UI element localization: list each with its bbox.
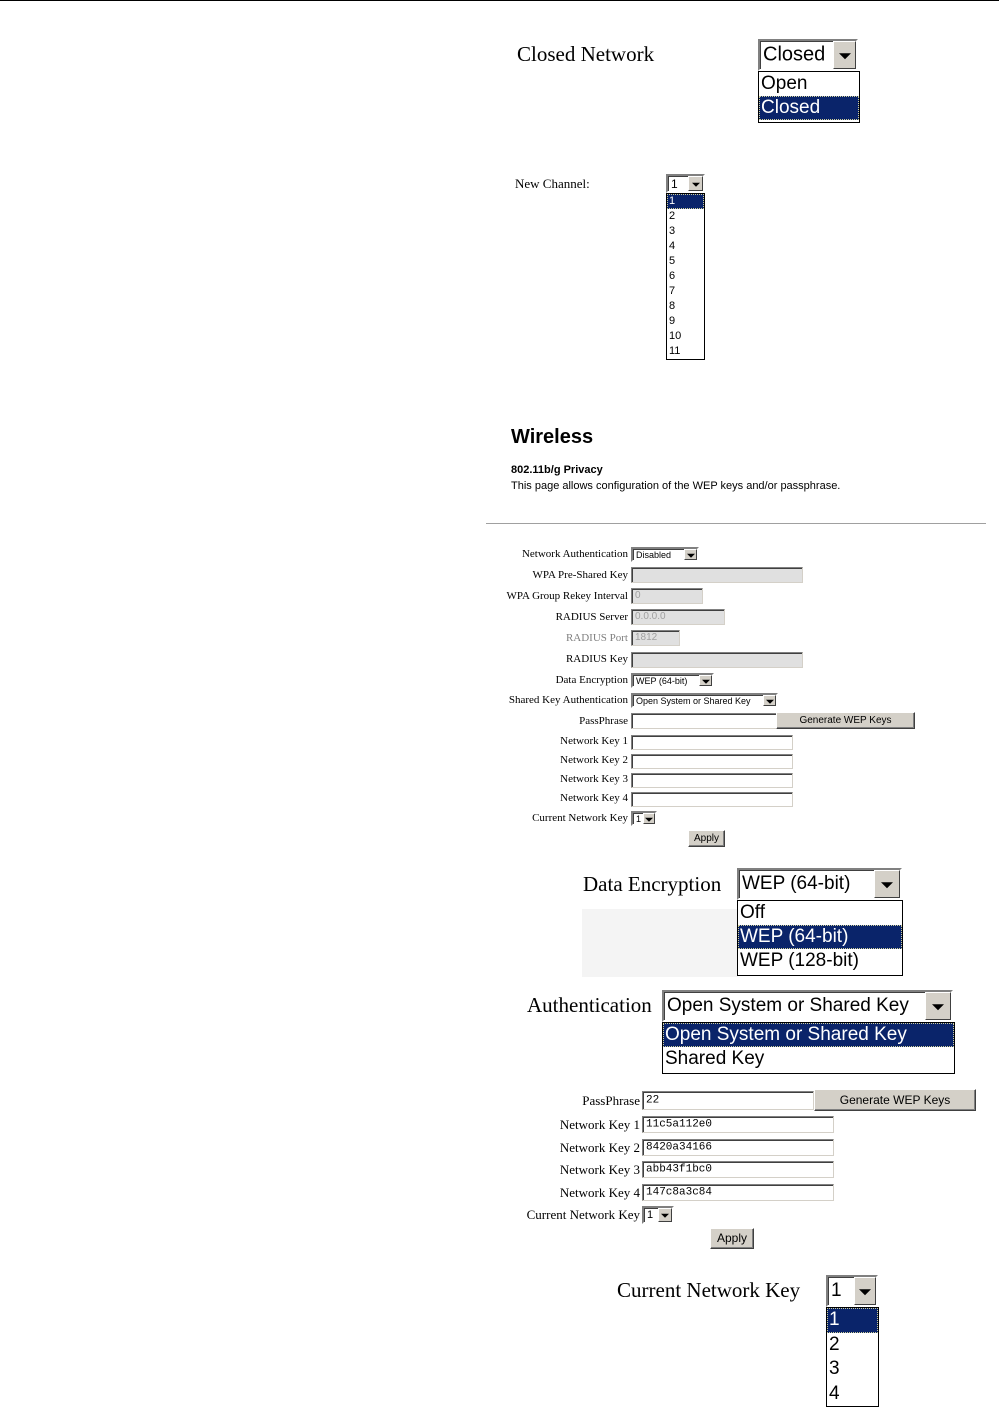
- wpa-rekey-input[interactable]: [631, 588, 703, 604]
- keys-apply-button[interactable]: Apply: [710, 1228, 754, 1249]
- channel-option[interactable]: 5: [669, 255, 676, 267]
- chevron-down-icon[interactable]: [688, 176, 703, 191]
- keys-network-key-1-input[interactable]: [642, 1116, 834, 1133]
- current-key-option[interactable]: 2: [829, 1333, 840, 1355]
- chevron-down-icon[interactable]: [643, 813, 655, 824]
- current-key-label: Current Network Key: [532, 812, 628, 824]
- radius-key-label: RADIUS Key: [565, 653, 628, 665]
- data-encryption-value: WEP (64-bit): [636, 675, 688, 686]
- channel-option[interactable]: 3: [669, 225, 676, 237]
- encryption-zoom-value: WEP (64-bit): [742, 873, 851, 894]
- channel-option[interactable]: 10: [669, 330, 682, 342]
- closed-network-option-open[interactable]: Open: [761, 73, 808, 94]
- closed-network-options: [758, 71, 860, 123]
- network-key-2-input[interactable]: [631, 754, 793, 769]
- current-key-zoom-options: [826, 1307, 879, 1407]
- keys-network-key-1-label: Network Key 1: [559, 1117, 640, 1132]
- data-encryption-select[interactable]: [631, 673, 714, 688]
- channel-option[interactable]: 2: [669, 210, 676, 222]
- keys-network-key-3-label: Network Key 3: [559, 1162, 640, 1177]
- keys-network-key-2-label: Network Key 2: [559, 1140, 640, 1155]
- network-auth-value: Disabled: [636, 549, 672, 560]
- radius-port-value: 1812: [635, 632, 658, 643]
- page-description: This page allows configuration of the WEP keys and/or passphrase.: [511, 480, 841, 492]
- current-key-zoom-label: Current Network Key: [617, 1278, 801, 1302]
- new-channel-label: New Channel:: [515, 176, 590, 191]
- keys-network-key-3-input[interactable]: [642, 1161, 834, 1178]
- auth-zoom-label: Authentication: [527, 993, 652, 1017]
- encryption-option-wep128[interactable]: WEP (128-bit): [740, 950, 859, 971]
- chevron-down-icon[interactable]: [925, 992, 951, 1020]
- data-encryption-label: Data Encryption: [555, 674, 628, 686]
- encryption-zoom-label: Data Encryption: [583, 872, 722, 896]
- new-channel-options: [666, 193, 705, 360]
- closed-network-label: Closed Network: [517, 42, 655, 66]
- keys-network-key-1-value: 11c5a112e0: [646, 1118, 713, 1130]
- radius-server-value: 0.0.0.0: [635, 611, 666, 622]
- new-channel-select[interactable]: [666, 174, 705, 193]
- closed-network-option-closed[interactable]: Closed: [759, 96, 859, 120]
- channel-option[interactable]: 6: [669, 270, 676, 282]
- current-key-option[interactable]: 4: [829, 1382, 840, 1404]
- current-key-value: 1: [636, 813, 642, 824]
- current-key-zoom-select[interactable]: [826, 1275, 878, 1307]
- page-title: Wireless: [511, 426, 594, 448]
- auth-zoom-value: Open System or Shared Key: [667, 995, 909, 1016]
- network-key-1-label: Network Key 1: [560, 735, 628, 747]
- current-key-option[interactable]: 3: [829, 1358, 840, 1379]
- passphrase-label: PassPhrase: [579, 715, 628, 727]
- keys-generate-wep-keys-button[interactable]: Generate WEP Keys: [814, 1089, 976, 1111]
- network-key-3-input[interactable]: [631, 773, 793, 788]
- network-key-3-label: Network Key 3: [560, 773, 628, 785]
- closed-network-select[interactable]: [758, 39, 858, 71]
- auth-option-shared[interactable]: Shared Key: [665, 1048, 765, 1069]
- network-auth-select[interactable]: [631, 547, 699, 562]
- encryption-zoom-select[interactable]: [737, 868, 902, 900]
- keys-passphrase-input[interactable]: [642, 1091, 814, 1110]
- keys-current-key-value: 1: [647, 1209, 654, 1221]
- passphrase-input[interactable]: [631, 713, 777, 729]
- chevron-down-icon[interactable]: [833, 41, 856, 69]
- wpa-psk-input[interactable]: [631, 567, 803, 583]
- encryption-zoom-background: [582, 909, 738, 977]
- network-key-1-input[interactable]: [631, 735, 793, 750]
- channel-option[interactable]: 1: [667, 194, 704, 209]
- chevron-down-icon[interactable]: [763, 695, 776, 706]
- encryption-option-off[interactable]: Off: [740, 902, 765, 923]
- chevron-down-icon[interactable]: [684, 549, 697, 560]
- keys-network-key-4-value: 147c8a3c84: [646, 1186, 713, 1198]
- chevron-down-icon[interactable]: [854, 1277, 876, 1305]
- wpa-psk-label: WPA Pre-Shared Key: [532, 569, 628, 581]
- keys-passphrase-label: PassPhrase: [582, 1093, 640, 1108]
- radius-server-label: RADIUS Server: [555, 611, 628, 623]
- keys-network-key-4-label: Network Key 4: [559, 1185, 640, 1200]
- chevron-down-icon[interactable]: [874, 870, 900, 898]
- channel-option[interactable]: 4: [669, 240, 676, 252]
- keys-network-key-2-value: 8420a34166: [646, 1141, 713, 1153]
- auth-zoom-options: [662, 1022, 955, 1074]
- keys-current-key-select[interactable]: [642, 1206, 674, 1224]
- encryption-option-wep64[interactable]: WEP (64-bit): [738, 925, 902, 949]
- current-key-option[interactable]: 1: [827, 1308, 878, 1333]
- chevron-down-icon[interactable]: [658, 1208, 672, 1222]
- keys-network-key-3-value: abb43f1bc0: [646, 1163, 713, 1175]
- new-channel-select-value: 1: [671, 176, 678, 191]
- closed-network-select-value: Closed: [763, 43, 826, 66]
- auth-zoom-select[interactable]: [662, 990, 953, 1022]
- apply-button[interactable]: Apply: [688, 830, 725, 847]
- channel-option[interactable]: 11: [669, 345, 681, 357]
- radius-port-label: RADIUS Port: [565, 632, 628, 644]
- page-top-rule: [0, 0, 999, 1]
- network-key-4-label: Network Key 4: [560, 792, 628, 804]
- keys-network-key-4-input[interactable]: [642, 1184, 834, 1201]
- network-auth-label: Network Authentication: [521, 548, 628, 560]
- channel-option[interactable]: 9: [669, 315, 676, 327]
- current-key-zoom-value: 1: [831, 1280, 842, 1301]
- encryption-zoom-options: [737, 900, 903, 976]
- chevron-down-icon[interactable]: [699, 675, 712, 686]
- radius-server-input[interactable]: [631, 609, 725, 625]
- keys-network-key-2-input[interactable]: [642, 1139, 834, 1156]
- wpa-rekey-label: WPA Group Rekey Interval: [506, 590, 628, 602]
- shared-key-auth-value: Open System or Shared Key: [636, 695, 751, 706]
- channel-option[interactable]: 7: [669, 285, 676, 297]
- channel-option[interactable]: 8: [669, 300, 676, 312]
- keys-current-key-label: Current Network Key: [526, 1207, 640, 1222]
- wpa-rekey-value: 0: [635, 590, 641, 601]
- keys-passphrase-value: 22: [646, 1094, 660, 1106]
- shared-key-auth-label: Shared Key Authentication: [508, 694, 628, 706]
- radius-key-input[interactable]: [631, 652, 803, 668]
- shared-key-auth-select[interactable]: [631, 693, 778, 708]
- network-key-2-label: Network Key 2: [560, 754, 628, 766]
- radius-port-input[interactable]: [631, 630, 680, 646]
- current-key-select[interactable]: [631, 811, 657, 826]
- network-key-4-input[interactable]: [631, 792, 793, 807]
- section-divider: [486, 523, 986, 524]
- auth-option-open-or-shared[interactable]: Open System or Shared Key: [663, 1023, 954, 1047]
- generate-wep-keys-button[interactable]: Generate WEP Keys: [776, 712, 915, 729]
- page-subtitle: 802.11b/g Privacy: [511, 464, 603, 476]
